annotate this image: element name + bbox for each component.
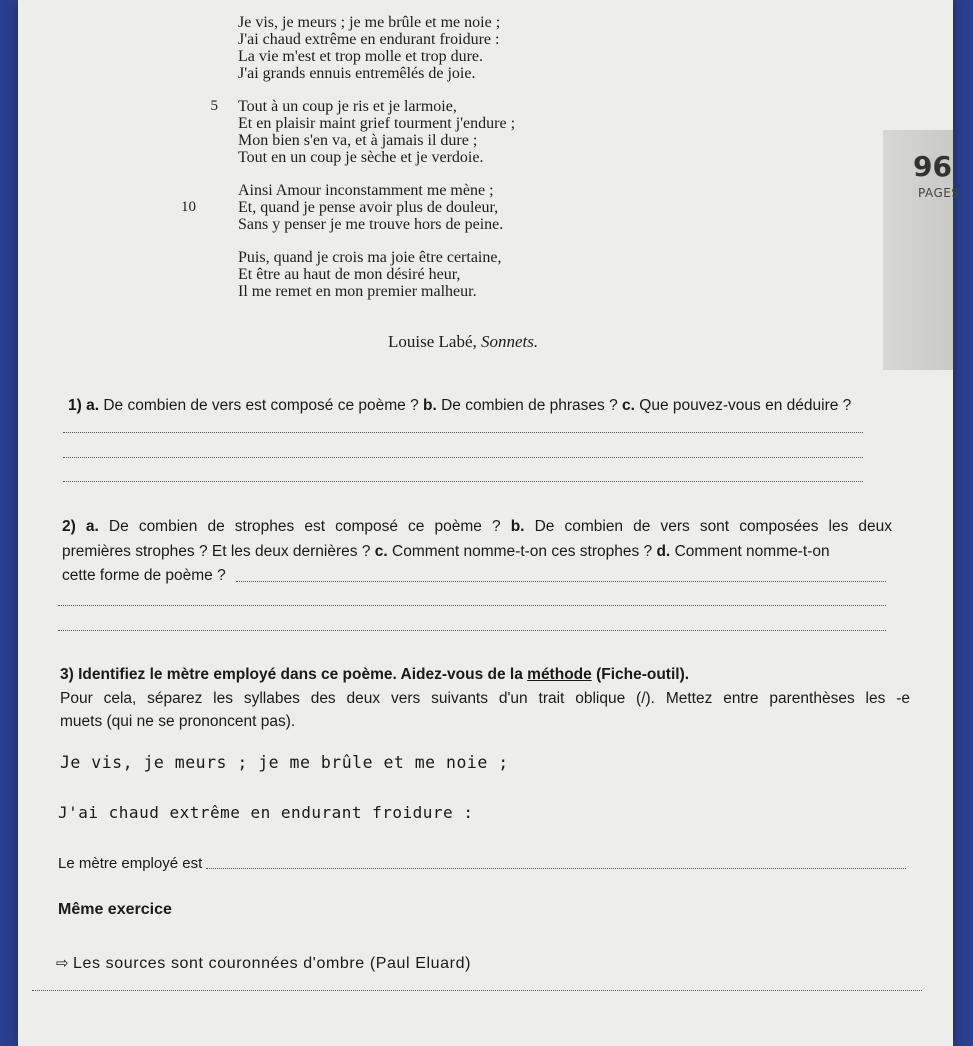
q2-number: 2)	[62, 518, 76, 535]
q2-a-letter: a.	[85, 518, 99, 535]
arrow-icon: ⇨	[56, 954, 69, 972]
stanza-1	[238, 14, 515, 82]
poem-line: Et être au haut de mon désiré heur,	[238, 266, 461, 283]
line-number: 10	[181, 199, 196, 215]
poem-line-text: Tout à un coup je ris et je larmoie,	[238, 98, 457, 115]
q2-line2-text: premières strophes ? Et les deux dernières ?	[62, 543, 371, 560]
question-2-line-1	[62, 518, 892, 536]
q3-instruction-1: Pour cela, séparez les syllabes des deux vers suivants d'un trait oblique (/). Mettez entre parenthèses les -e	[60, 690, 910, 707]
stanza-3	[181, 182, 515, 233]
q2-d-letter: d.	[656, 543, 671, 560]
meter-answer-line[interactable]	[206, 868, 906, 869]
q1-a-letter: a.	[86, 397, 100, 414]
q2-c-text: Comment nomme-t-on ces strophes ?	[392, 543, 653, 560]
q3-title-text: 3) Identifiez le mètre employé dans ce poème. Aidez-vous de la	[60, 666, 523, 683]
poem-line: La vie m'est et trop molle et trop dure.	[238, 48, 484, 65]
q1-a-text: De combien de vers est composé ce poème ?	[103, 397, 419, 414]
poem-line: Sans y penser je me trouve hors de peine.	[238, 216, 504, 233]
q3-instruction-2: muets (qui ne se prononcent pas).	[60, 713, 296, 730]
q1-b-letter: b.	[423, 397, 437, 414]
poem-line-text: Et, quand je pense avoir plus de douleur,	[238, 199, 499, 216]
answer-line[interactable]	[63, 481, 863, 482]
question-3-title	[60, 666, 689, 684]
poem-line: Et en plaisir maint grief tourment j'endure ;	[238, 115, 516, 132]
page-label: PAGES	[918, 186, 960, 200]
answer-line[interactable]	[63, 457, 863, 458]
q2-a-text: De combien de strophes est composé ce poème ?	[108, 518, 501, 535]
exercise-verse	[56, 954, 471, 973]
page-number: 96	[913, 150, 952, 183]
exercise-title: Même exercice	[58, 901, 172, 918]
poem-credit	[388, 332, 538, 352]
q2-c-letter: c.	[374, 543, 388, 560]
poem-line: Tout en un coup je sèche et je verdoie.	[238, 149, 484, 166]
poem-line: Je vis, je meurs ; je me brûle et me noie ;	[238, 14, 501, 31]
q1-c-text: Que pouvez-vous en déduire ?	[639, 397, 852, 414]
q2-b-letter: b.	[510, 518, 525, 535]
author: Louise Labé,	[388, 332, 477, 351]
answer-line[interactable]	[58, 605, 886, 606]
poem-line	[181, 199, 515, 216]
stanza-4	[238, 249, 515, 300]
meter-label: Le mètre employé est	[58, 855, 203, 872]
poem-line: Puis, quand je crois ma joie être certaine,	[238, 249, 502, 266]
verse-2: J'ai chaud extrême en endurant froidure :	[58, 803, 474, 822]
methode-link[interactable]: méthode	[527, 666, 592, 683]
q1-c-letter: c.	[622, 397, 635, 414]
poem-line: Ainsi Amour inconstamment me mène ;	[238, 182, 494, 199]
answer-line[interactable]	[63, 432, 863, 433]
poem-line: J'ai chaud extrême en endurant froidure :	[238, 31, 500, 48]
q2-b-text: De combien de vers sont composées les deux	[534, 518, 893, 535]
poem-line: Mon bien s'en va, et à jamais il dure ;	[238, 132, 478, 149]
poem-line: Il me remet en mon premier malheur.	[238, 283, 477, 300]
question-1	[68, 397, 851, 415]
line-number: 5	[210, 98, 218, 114]
q1-b-text: De combien de phrases ?	[441, 397, 618, 414]
book-page-excerpt	[18, 0, 960, 370]
q3-title-end: (Fiche-outil).	[596, 666, 690, 683]
q2-d-text: Comment nomme-t-on	[674, 543, 830, 560]
exercise-answer-line[interactable]	[32, 990, 922, 991]
q1-number: 1)	[68, 397, 82, 414]
poem-line	[210, 98, 515, 115]
exercise-verse-text: Les sources sont couronnées d'ombre (Paul Eluard)	[73, 955, 472, 972]
work-title: Sonnets.	[481, 332, 539, 351]
worksheet-page	[18, 0, 960, 1046]
stanza-2	[210, 98, 516, 166]
poem	[181, 14, 516, 316]
answer-line[interactable]	[58, 630, 886, 631]
question-2-line-3: cette forme de poème ?	[62, 567, 226, 584]
answer-line[interactable]	[236, 581, 886, 582]
verse-1: Je vis, je meurs ; je me brûle et me noie ;	[60, 753, 509, 772]
poem-line: J'ai grands ennuis entremêlés de joie.	[238, 65, 476, 82]
question-2-line-2	[62, 543, 830, 561]
